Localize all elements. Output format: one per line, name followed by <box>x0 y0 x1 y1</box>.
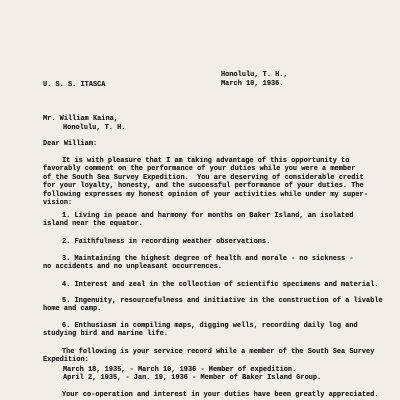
item-6 <box>43 322 358 339</box>
intro-paragraph <box>43 157 368 207</box>
record-line-2: April 2, 1935, - Jan. 19, 1936 - Member of Baker Island Group. <box>63 374 322 383</box>
item-1 <box>43 212 354 229</box>
item-5-line-2: home and camp. <box>43 305 102 314</box>
recipient-name: Mr. William Kaina, <box>43 115 118 123</box>
item-3-line-2: no accidents and no unpleasant occurrences. <box>43 263 223 272</box>
item-2-line-1: 2. Faithfulness in recording weather observations. <box>62 238 271 246</box>
item-5-line-1: 5. Ingenuity, resourcefulness and initiative in the construction of a livable <box>62 297 383 305</box>
item-6-line-2: studying bird and marine life. <box>43 330 168 339</box>
item-2 <box>43 238 270 246</box>
intro-line-2: favorably comment on the performance of your duties while you were a member <box>43 165 356 174</box>
service-line-2: Expedition: <box>43 356 89 365</box>
intro-line-3: of the South Sea Survey Expedition. You are deserving of considerable credit <box>43 173 364 182</box>
item-4 <box>43 281 379 289</box>
salutation: Dear William: <box>43 140 98 148</box>
record-line-1: March 18, 1935, - March 10, 1936 - Member of expedition. <box>63 366 297 374</box>
item-3 <box>43 255 354 272</box>
item-1-line-1: 1. Living in peace and harmony for months on Baker Island, an isolated <box>62 212 354 220</box>
item-4-line-1: 4. Interest and zeal in the collection of scientific specimens and material. <box>62 281 379 289</box>
item-6-line-1: 6. Enthusiasm in compiling maps, digging wells, recording daily log and <box>62 322 358 330</box>
item-1-line-2: island near the equator. <box>43 220 143 229</box>
ship-name: U. S. S. ITASCA <box>43 81 106 89</box>
item-5 <box>43 297 383 314</box>
intro-line-4: for your loyalty, honesty, and the successful performance of your duties. The <box>43 182 364 191</box>
closing-line: Your co-operation and interest in your duties have been greatly appreciated. <box>62 391 379 399</box>
service-line-1: The following is your service record while a member of the South Sea Survey <box>62 348 375 356</box>
service-record <box>63 366 321 383</box>
recipient-city: Honolulu, T. H. <box>63 124 126 132</box>
letterhead-date: March 10, 1936. <box>221 80 284 88</box>
intro-line-1: It is with pleasure that I am taking advantage of this opportunity to <box>62 157 350 165</box>
service-paragraph <box>43 348 374 365</box>
letterhead-place: Honolulu, T. H., <box>221 71 288 79</box>
item-3-line-1: 3. Maintaining the highest degree of health and morale - no sickness - <box>62 255 354 263</box>
intro-line-5: following expresses my honest opinion of your activities while under my super- <box>43 190 368 199</box>
intro-line-6: vision: <box>43 199 73 208</box>
